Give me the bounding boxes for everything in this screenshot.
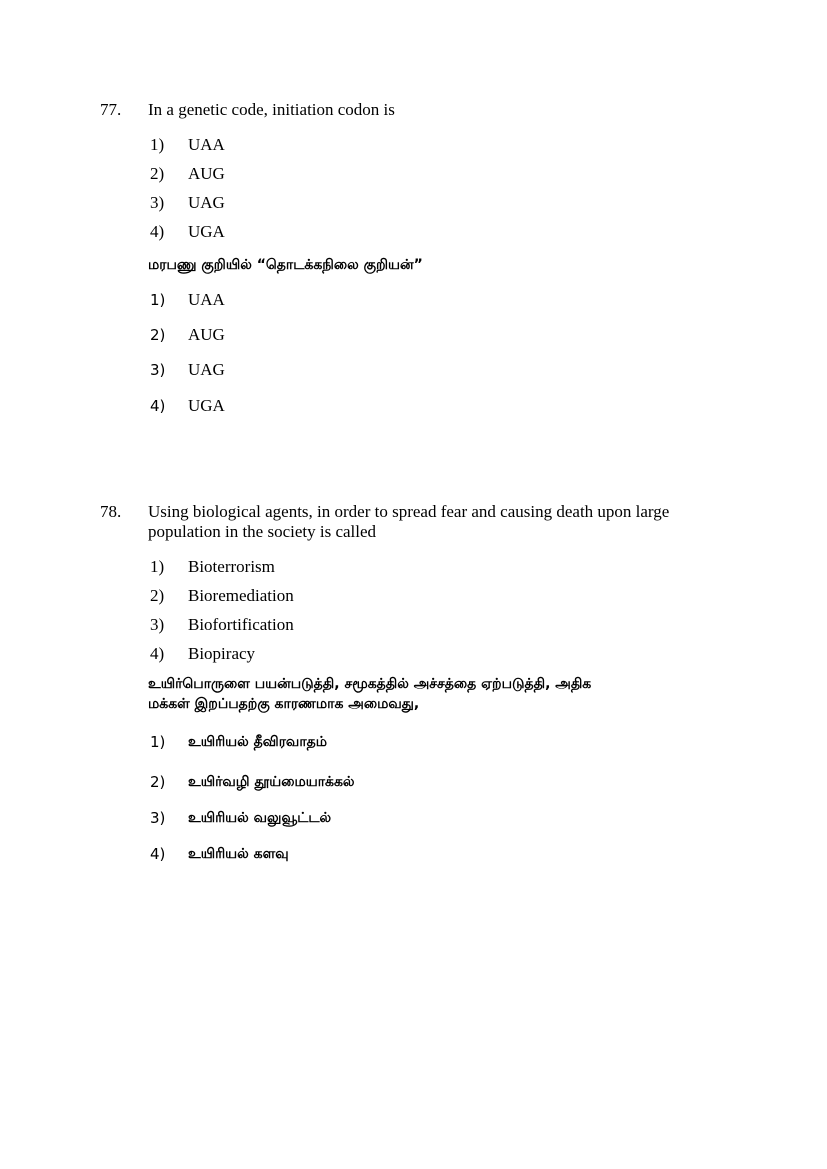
question-number: 77.	[100, 100, 122, 119]
question-number: 78.	[100, 502, 122, 521]
option-number: 4)	[150, 397, 166, 415]
option-number: 4)	[150, 845, 166, 863]
option-number: 2)	[150, 773, 166, 791]
option-en: Bioremediation	[188, 586, 294, 605]
option-en: Bioterrorism	[188, 557, 275, 576]
question-text-ta: உயிர்பொருளை பயன்படுத்தி, சமூகத்தில் அச்சத்தை ஏற்படுத்தி, அதிக	[148, 676, 592, 692]
option-number: 2)	[150, 164, 165, 183]
option-en: UAG	[188, 193, 225, 212]
option-en: Biofortification	[188, 615, 294, 634]
option-number: 1)	[150, 291, 166, 309]
question-text-ta: மக்கள் இறப்பதற்கு காரணமாக அமைவது,	[148, 696, 420, 712]
option-number: 4)	[150, 222, 165, 241]
option-en: AUG	[188, 164, 225, 183]
option-number: 2)	[150, 326, 166, 344]
option-ta: உயிரியல் களவு	[188, 846, 289, 862]
option-number: 1)	[150, 733, 166, 751]
question-text-en: In a genetic code, initiation codon is	[148, 100, 395, 119]
option-number: 3)	[150, 809, 166, 827]
option-number: 4)	[150, 644, 165, 663]
option-number: 1)	[150, 135, 165, 154]
option-ta: UGA	[188, 396, 225, 415]
option-en: UGA	[188, 222, 225, 241]
question-text-en: population in the society is called	[148, 522, 377, 541]
option-number: 3)	[150, 193, 165, 212]
option-ta: உயிரியல் தீவிரவாதம்	[188, 734, 328, 750]
option-number: 3)	[150, 361, 166, 379]
option-ta: UAA	[188, 290, 225, 309]
option-ta: UAG	[188, 360, 225, 379]
option-number: 1)	[150, 557, 165, 576]
option-en: UAA	[188, 135, 225, 154]
option-ta: உயிர்வழி தூய்மையாக்கல்	[188, 774, 355, 790]
option-en: Biopiracy	[188, 644, 256, 663]
question-text-en: Using biological agents, in order to spread fear and causing death upon large	[148, 502, 670, 521]
option-number: 3)	[150, 615, 165, 634]
option-ta: AUG	[188, 325, 225, 344]
option-ta: உயிரியல் வலுவூட்டல்	[188, 810, 332, 826]
option-number: 2)	[150, 586, 165, 605]
question-text-ta: மரபணு குறியில் “தொடக்கநிலை குறியன்”	[148, 257, 423, 273]
